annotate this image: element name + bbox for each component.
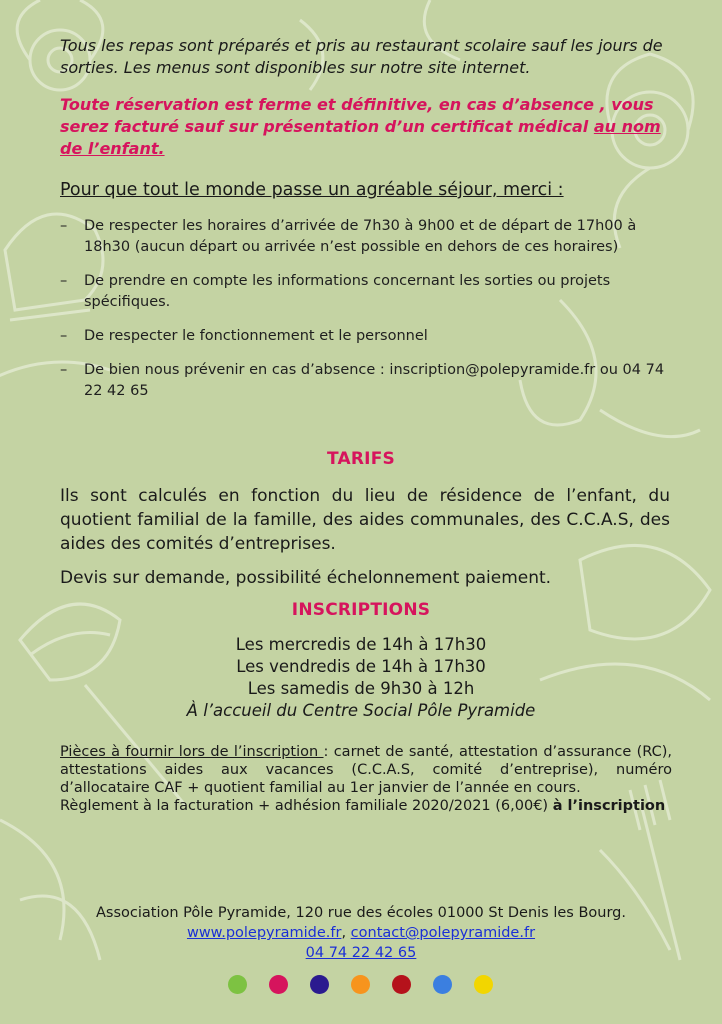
- color-dot: [310, 975, 329, 994]
- color-dot: [392, 975, 411, 994]
- footer-address: Association Pôle Pyramide, 120 rue des écoles 01000 St Denis les Bourg.: [96, 905, 626, 921]
- schedule-line: Les mercredis de 14h à 17h30: [235, 635, 487, 654]
- bullet-dash: –: [60, 362, 68, 378]
- warning-underlined: au nom de l’enfant.: [60, 117, 661, 158]
- documents-list: : carnet de santé, attestation d’assurance (RC), attestations aides aux vacances (C.C.A.S, comité d’entreprise), numéro d’allocataire CAF + quotient familial au 1er janvier de l’année en cours.: [60, 744, 672, 796]
- devis-text: Devis sur demande, possibilité échelonnement paiement.: [60, 568, 552, 588]
- color-dot: [433, 975, 452, 994]
- bullet-dash: –: [60, 273, 68, 289]
- list-item: [60, 271, 685, 313]
- email-link[interactable]: contact@polepyramide.fr: [350, 925, 536, 941]
- rule-text: De bien nous prévenir en cas d’absence : inscription@polepyramide.fr ou 04 74 22 42 65: [84, 362, 665, 399]
- rule-text: De prendre en compte les informations concernant les sorties ou projets spécifiques.: [84, 273, 611, 310]
- schedule-block: [0, 634, 722, 722]
- color-dot: [351, 975, 370, 994]
- list-item: [60, 326, 685, 347]
- rule-text: De respecter les horaires d’arrivée de 7h30 à 9h00 et de départ de 17h00 à 18h30 (aucun départ ou arrivée n’est possible en dehors de ces horaires): [84, 218, 637, 255]
- phone-link[interactable]: 04 74 22 42 65: [305, 945, 417, 961]
- footer: [0, 903, 722, 963]
- bullet-dash: –: [60, 328, 68, 344]
- footer-phone-line: [0, 943, 722, 963]
- schedule-line: Les samedis de 9h30 à 12h: [247, 679, 475, 698]
- rule-text: De respecter le fonctionnement et le personnel: [84, 328, 428, 344]
- warning-main: Toute réservation est ferme et définitive, en cas d’absence , vous serez facturé sauf sur présentation d’un certificat médical: [60, 95, 654, 136]
- documents-text: [60, 743, 672, 797]
- list-item: [60, 216, 685, 258]
- documents-block: [60, 743, 672, 815]
- tarifs-text: Ils sont calculés en fonction du lieu de résidence de l’enfant, du quotient familial de la famille, des aides communales, des C.C.A.S, des aides des comités d’entreprises.: [60, 486, 670, 554]
- rules-list: [60, 216, 685, 415]
- inscriptions-title: INSCRIPTIONS: [291, 600, 431, 620]
- color-dot: [269, 975, 288, 994]
- schedule-place: À l’accueil du Centre Social Pôle Pyramide: [186, 701, 536, 720]
- rules-heading: Pour que tout le monde passe un agréable séjour, merci :: [60, 180, 564, 200]
- color-dot: [474, 975, 493, 994]
- reglement-bold: à l’inscription: [552, 798, 666, 814]
- documents-label: Pièces à fournir lors de l’inscription: [60, 744, 324, 760]
- reglement-text: [60, 797, 672, 815]
- intro-text: Tous les repas sont préparés et pris au restaurant scolaire sauf les jours de sorties. Les menus sont disponibles sur notre site internet.: [60, 36, 663, 77]
- color-dots: [228, 975, 498, 995]
- reglement-main: Règlement à la facturation + adhésion familiale 2020/2021 (6,00€): [60, 798, 553, 814]
- list-item: [60, 360, 685, 402]
- tarifs-title: TARIFS: [327, 449, 395, 469]
- warning-text: [60, 94, 685, 160]
- schedule-line: Les vendredis de 14h à 17h30: [236, 657, 486, 676]
- link-separator: ,: [341, 925, 351, 941]
- color-dot: [228, 975, 247, 994]
- footer-links: [0, 923, 722, 943]
- bullet-dash: –: [60, 218, 68, 234]
- website-link[interactable]: www.polepyramide.fr: [186, 925, 342, 941]
